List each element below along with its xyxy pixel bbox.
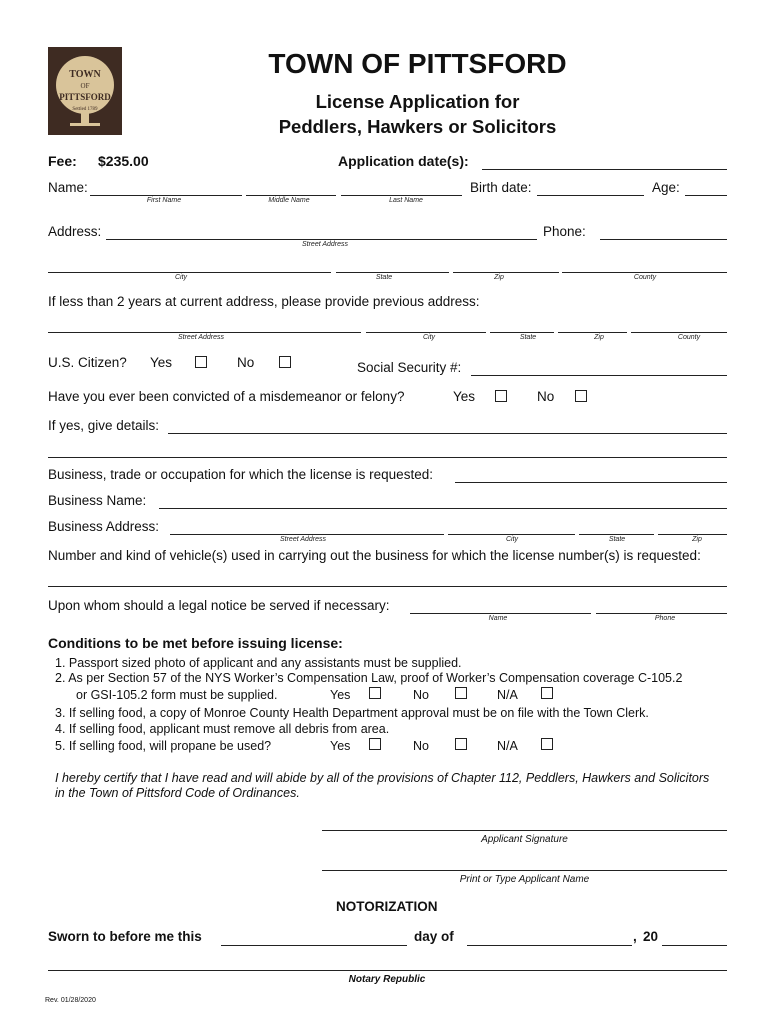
address-label: Address: (48, 224, 102, 239)
propane-yes-checkbox[interactable] (369, 738, 381, 750)
legal-notice-name-caption: Name (488, 615, 508, 622)
condition-item-2-cont: or GSI-105.2 form must be supplied. (76, 688, 278, 702)
street-address-field[interactable] (106, 239, 537, 240)
zip-caption: Zip (494, 274, 504, 281)
notary-republic-caption: Notary Republic (348, 974, 426, 985)
convicted-yes-label: Yes (453, 389, 476, 404)
condition-item-1: 1. Passport sized photo of applicant and any assistants must be supplied. (55, 656, 462, 670)
fee-value: $235.00 (98, 153, 149, 169)
business-state-caption: State (608, 536, 626, 543)
age-label: Age: (652, 180, 680, 195)
phone-label: Phone: (543, 224, 586, 239)
legal-notice-phone-caption: Phone (654, 615, 676, 622)
business-name-label: Business Name: (48, 493, 147, 508)
legal-notice-name-field[interactable] (410, 613, 591, 614)
business-state-field[interactable] (579, 534, 654, 535)
workers-comp-na-checkbox[interactable] (541, 687, 553, 699)
notorization-heading: NOTORIZATION (336, 899, 438, 914)
first-name-caption: First Name (146, 197, 182, 204)
middle-name-caption: Middle Name (268, 197, 310, 204)
county-field[interactable] (562, 272, 727, 273)
ssn-label: Social Security #: (357, 360, 462, 375)
convicted-no-label: No (537, 389, 555, 404)
convicted-yes-checkbox[interactable] (495, 390, 507, 402)
day-of-label: day of (414, 929, 454, 944)
workers-comp-yes-checkbox[interactable] (369, 687, 381, 699)
conditions-heading: Conditions to be met before issuing license: (48, 635, 343, 651)
condition-item-5: 5. If selling food, will propane be used? (55, 739, 272, 753)
sworn-day-field[interactable] (221, 945, 407, 946)
city-caption: City (174, 274, 188, 281)
vehicle-field[interactable] (48, 586, 727, 587)
certify-line-2: in the Town of Pittsford Code of Ordinances. (55, 786, 300, 800)
last-name-caption: Last Name (389, 197, 423, 204)
page-subtitle-1: License Application for (315, 91, 520, 112)
first-name-field[interactable] (90, 195, 242, 196)
condition-item-3: 3. If selling food, a copy of Monroe County Health Department approval must be on file with the Town Clerk. (55, 706, 649, 720)
business-city-caption: City (505, 536, 519, 543)
legal-notice-phone-field[interactable] (596, 613, 727, 614)
legal-notice-label: Upon whom should a legal notice be served if necessary: (48, 598, 390, 613)
prev-state-field[interactable] (490, 332, 554, 333)
occupation-field[interactable] (455, 482, 727, 483)
revision-date: Rev. 01/28/2020 (45, 997, 96, 1004)
condition-item-2: 2. As per Section 57 of the NYS Worker’s Compensation Law, proof of Worker’s Compensation coverage C-105.2 (55, 671, 683, 685)
business-street-field[interactable] (170, 534, 444, 535)
logo-text-of: OF (80, 82, 90, 90)
details-field-1[interactable] (168, 433, 727, 434)
application-date-label: Application date(s): (338, 153, 469, 169)
state-field[interactable] (336, 272, 449, 273)
birth-date-field[interactable] (537, 195, 644, 196)
workers-comp-no-label: No (413, 688, 429, 702)
date-comma: , (633, 929, 637, 944)
vehicle-label: Number and kind of vehicle(s) used in carrying out the business for which the license number(s) is requested: (48, 548, 701, 563)
citizen-no-checkbox[interactable] (279, 356, 291, 368)
details-label: If yes, give details: (48, 418, 160, 433)
workers-comp-yes-label: Yes (330, 688, 351, 702)
logo-text-settled: Settled 1789 (72, 107, 98, 112)
prev-county-field[interactable] (631, 332, 727, 333)
propane-yes-label: Yes (330, 739, 351, 753)
workers-comp-no-checkbox[interactable] (455, 687, 467, 699)
business-address-label: Business Address: (48, 519, 160, 534)
prev-zip-caption: Zip (594, 334, 604, 341)
occupation-label: Business, trade or occupation for which the license is requested: (48, 467, 433, 482)
business-zip-field[interactable] (658, 534, 727, 535)
workers-comp-na-label: N/A (497, 688, 518, 702)
birth-date-label: Birth date: (470, 180, 532, 195)
convicted-no-checkbox[interactable] (575, 390, 587, 402)
prev-street-caption: Street Address (177, 334, 225, 341)
middle-name-field[interactable] (246, 195, 336, 196)
citizen-no-label: No (237, 355, 255, 370)
business-street-caption: Street Address (279, 536, 327, 543)
business-zip-caption: Zip (692, 536, 702, 543)
page-title: TOWN OF PITTSFORD (268, 48, 567, 79)
business-city-field[interactable] (448, 534, 575, 535)
applicant-signature-caption: Applicant Signature (481, 834, 568, 845)
age-field[interactable] (685, 195, 727, 196)
prev-county-caption: County (677, 334, 701, 341)
ssn-field[interactable] (471, 375, 727, 376)
propane-na-checkbox[interactable] (541, 738, 553, 750)
county-caption: County (633, 274, 657, 281)
city-field[interactable] (48, 272, 331, 273)
notary-signature-field[interactable] (48, 970, 727, 971)
prev-city-caption: City (422, 334, 436, 341)
propane-no-checkbox[interactable] (455, 738, 467, 750)
prev-zip-field[interactable] (558, 332, 627, 333)
applicant-signature-field[interactable] (322, 830, 727, 831)
propane-na-label: N/A (497, 739, 518, 753)
logo-text-pittsford: PITTSFORD (59, 92, 111, 102)
propane-no-label: No (413, 739, 429, 753)
condition-item-4: 4. If selling food, applicant must remove all debris from area. (55, 722, 390, 736)
sworn-month-field[interactable] (467, 945, 632, 946)
name-label: Name: (48, 180, 88, 195)
year-prefix: 20 (643, 929, 659, 944)
citizen-yes-checkbox[interactable] (195, 356, 207, 368)
logo-text-town: TOWN (69, 69, 101, 80)
citizen-yes-label: Yes (150, 355, 173, 370)
zip-field[interactable] (453, 272, 559, 273)
last-name-field[interactable] (341, 195, 462, 196)
phone-field[interactable] (600, 239, 727, 240)
page-subtitle-2: Peddlers, Hawkers or Solicitors (278, 116, 557, 137)
sworn-label: Sworn to before me this (48, 929, 202, 944)
prev-street-field[interactable] (48, 332, 361, 333)
citizen-label: U.S. Citizen? (48, 355, 127, 370)
fee-label: Fee: (48, 153, 77, 169)
print-name-field[interactable] (322, 870, 727, 871)
convicted-label: Have you ever been convicted of a misdemeanor or felony? (48, 389, 405, 404)
details-field-2[interactable] (48, 457, 727, 458)
prev-state-caption: State (519, 334, 537, 341)
application-date-field[interactable] (482, 169, 727, 170)
street-address-caption: Street Address (301, 241, 349, 248)
prev-city-field[interactable] (366, 332, 486, 333)
certify-line-1: I hereby certify that I have read and will abide by all of the provisions of Chapter 112, Peddlers, Hawkers and Solicitors (55, 771, 710, 785)
state-caption: State (375, 274, 393, 281)
print-name-caption: Print or Type Applicant Name (459, 874, 590, 885)
business-name-field[interactable] (159, 508, 727, 509)
sworn-year-field[interactable] (662, 945, 727, 946)
previous-address-label: If less than 2 years at current address, please provide previous address: (48, 294, 480, 309)
